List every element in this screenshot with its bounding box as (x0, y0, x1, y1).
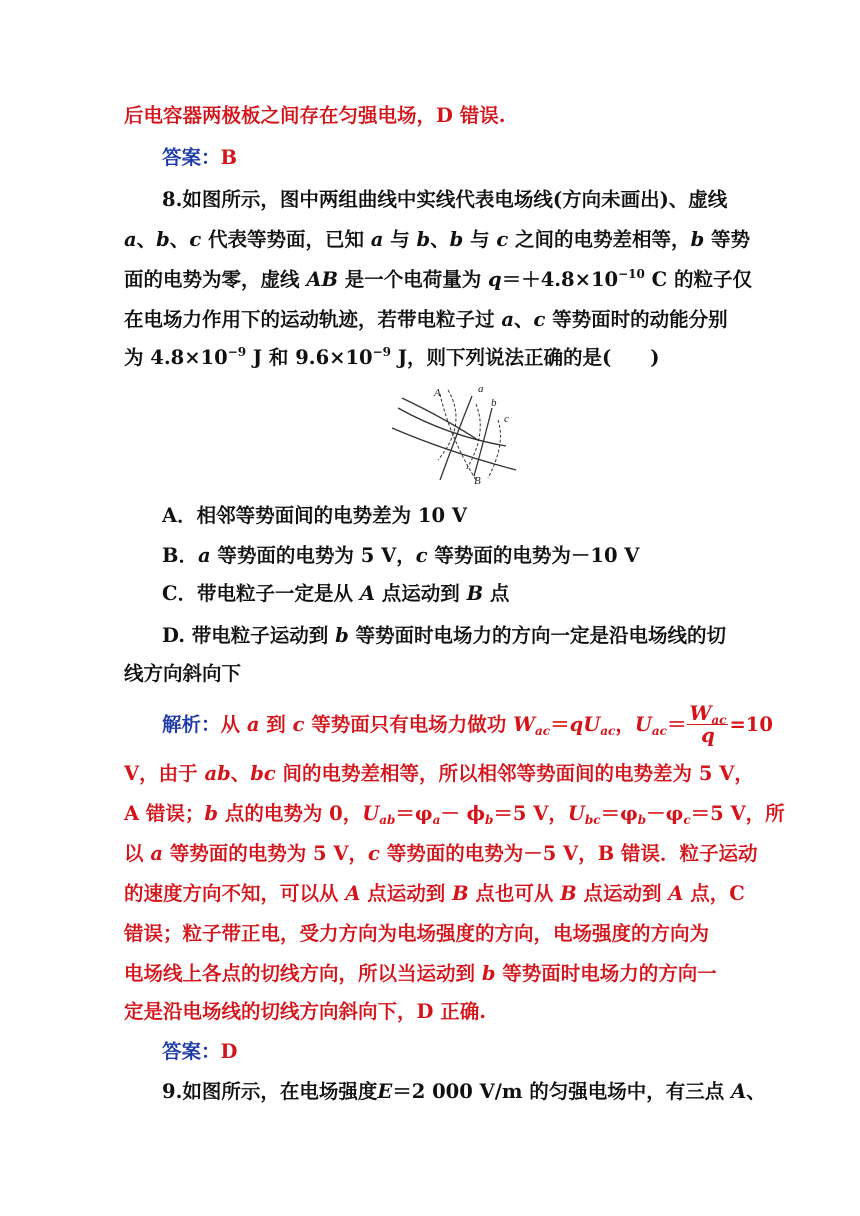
analysis-text: ＝φ (600, 802, 638, 825)
option-c-text: 点运动到 (381, 582, 460, 605)
field-line-2 (398, 408, 506, 446)
q9-stem-text: ＝2 000 V/m 的匀强电场中，有三点 (392, 1080, 725, 1103)
analysis-text: 电场线上各点的切线方向，所以当运动到 (124, 962, 476, 985)
analysis-text: 点也可从 (475, 882, 554, 905)
analysis-line-6: 错误；粒子带正电，受力方向为电场强度的方向，电场强度的方向为 (124, 922, 710, 945)
q8-answer (162, 1040, 237, 1064)
option-b-letter: B． (162, 544, 198, 567)
analysis-text: ＝φ (395, 802, 433, 825)
answer-value: D (220, 1040, 238, 1063)
q8-stem-line-3: 面的电势为零，虚线 AB 是一个电荷量为 $q=+4.8\times 10^{-10}$ C 的粒子仅 (124, 267, 752, 291)
option-d-line-2: 线方向斜向下 (124, 662, 242, 685)
q8-stem-text: 如图所示，图中两组曲线中实线代表电场线(方向未画出)、虚线 (182, 188, 728, 211)
analysis-text: A 错误； (124, 802, 205, 825)
analysis-text: 间的电势差相等，所以相邻等势面间的电势差为 5 V， (282, 762, 754, 785)
q9-stem-line-1: 9.如图所示，在电场强度E＝2 000 V/m 的匀强电场中，有三点 A、 (162, 1080, 766, 1103)
analysis-text: 点运动到 (367, 882, 446, 905)
analysis-line-4: 以 a 等势面的电势为 5 V，c 等势面的电势为－5 V，B 错误．粒子运动 (124, 842, 758, 865)
analysis-line-8: 定是沿电场线的切线方向斜向下，D 正确. (124, 1000, 486, 1023)
analysis-text: ＝5 V，所 (690, 802, 785, 825)
option-b: B．a 等势面的电势为 5 V，c 等势面的电势为－10 V (162, 544, 640, 567)
q8-stem-text: J，则下列说法正确的是( ) (397, 346, 660, 369)
previous-explanation-tail: 后电容器两极板之间存在匀强电场，D 错误. (124, 104, 506, 127)
q8-stem-text: 是一个电荷量为 (344, 268, 482, 291)
analysis-line-3: A 错误；b 点的电势为 0，$U_{ab}=\varphi_a- \phi_b=5$ V，$U_{bc}=\varphi_b-\varphi_c=5$ V，所 (124, 802, 785, 827)
equipotential-c (488, 420, 500, 478)
q8-stem-line-4: 在电场力作用下的运动轨迹，若带电粒子过 a、c 等势面时的动能分别 (124, 308, 728, 331)
q8-stem-line-2: a、b、c 代表等势面，已知 a 与 b、b 与 c 之间的电势差相等，b 等势 (124, 228, 750, 251)
label-b: b (491, 397, 497, 409)
analysis-text: 到 (266, 713, 286, 736)
charge-exponent: −10 (618, 267, 645, 281)
analysis-text: 等势面的电势为－5 V，B 错误．粒子运动 (386, 842, 758, 865)
label-a: a (478, 383, 484, 395)
question-number: 9. (162, 1080, 183, 1103)
q8-stem-text: 等势面时的动能分别 (552, 308, 728, 331)
q8-stem-text: 面的电势为零，虚线 (124, 268, 300, 291)
option-b-text: 等势面的电势为－10 V (434, 544, 640, 567)
option-c-text: C．带电粒子一定是从 (162, 582, 354, 605)
analysis-label: 解析： (162, 713, 221, 736)
label-c: c (504, 413, 509, 425)
option-d-line-1: D. 带电粒子运动到 b 等势面时电场力的方向一定是沿电场线的切 (162, 624, 727, 647)
option-a: A．相邻等势面间的电势差为 10 V (162, 504, 467, 527)
energy-exponent: −9 (227, 345, 247, 359)
analysis-text: 以 (124, 842, 144, 865)
q8-stem-text: 代表等势面，已知 (207, 228, 364, 251)
analysis-text: ＝5 V， (493, 802, 568, 825)
option-c-text: 点 (489, 582, 510, 605)
q9-stem-text: 、 (746, 1080, 766, 1103)
answer-value: B (220, 146, 237, 169)
q7-answer (162, 146, 237, 170)
field-line-3 (402, 398, 478, 440)
analysis-text: 的速度方向不知，可以从 (124, 882, 339, 905)
analysis-text: －φ (646, 802, 684, 825)
analysis-text: =10 (729, 713, 773, 736)
q8-stem-line-1 (162, 188, 727, 212)
analysis-text: 点的电势为 0， (224, 802, 363, 825)
analysis-text: 等势面的电势为 5 V， (169, 842, 369, 865)
analysis-line-7: 电场线上各点的切线方向，所以当运动到 b 等势面时电场力的方向一 (124, 962, 717, 985)
analysis-text: 等势面时电场力的方向一 (502, 962, 717, 985)
field-line-1 (392, 428, 516, 470)
q9-stem-text: 如图所示，在电场强度 (182, 1080, 378, 1103)
label-A: A (434, 387, 441, 399)
option-b-text: 等势面的电势为 5 V， (217, 544, 416, 567)
option-c: C．带电粒子一定是从 A 点运动到 B 点 (162, 582, 510, 605)
analysis-text: 等势面只有电场力做功 (311, 713, 507, 736)
analysis-line-1: 解析：从 a 到 c 等势面只有电场力做功 $W_{ac}=qU_{ac}$，$U_{ac}=$ $\frac{W_{ac}}{q}$ =10 (162, 702, 773, 747)
analysis-text: V，由于 (124, 762, 198, 785)
energy-value: 为 4.8×10 (124, 346, 228, 369)
question-number: 8. (162, 188, 183, 211)
field-lines-figure (388, 380, 520, 488)
q8-stem-text: 在电场力作用下的运动轨迹，若带电粒子过 (124, 308, 495, 331)
fraction-wac-over-q: $\frac{W_{ac}}{q}$ (689, 702, 727, 747)
answer-label: 答案： (162, 1040, 221, 1063)
analysis-text: 点运动到 (583, 882, 662, 905)
option-d-text: 等势面时电场力的方向一定是沿电场线的切 (355, 624, 727, 647)
analysis-line-2: V，由于 ab、bc 间的电势差相等，所以相邻等势面间的电势差为 5 V， (124, 762, 754, 785)
analysis-text: 、 (230, 762, 251, 785)
q8-stem-line-5 (124, 346, 660, 370)
field-line-5 (474, 408, 492, 476)
energy-exponent: −9 (372, 345, 392, 359)
charge-value: ＝＋4.8×10 (501, 268, 619, 291)
analysis-text: 点，C (690, 882, 745, 905)
energy-value: J 和 9.6×10 (252, 346, 373, 369)
answer-label: 答案： (162, 146, 221, 169)
analysis-text: 从 (220, 713, 241, 736)
analysis-line-5: 的速度方向不知，可以从 A 点运动到 B 点也可从 B 点运动到 A 点，C (124, 882, 745, 905)
option-d-text: D. 带电粒子运动到 (162, 624, 329, 647)
label-B: B (474, 475, 481, 487)
q8-stem-text: C 的粒子仅 (651, 268, 752, 291)
analysis-text: － ϕ (440, 802, 485, 825)
